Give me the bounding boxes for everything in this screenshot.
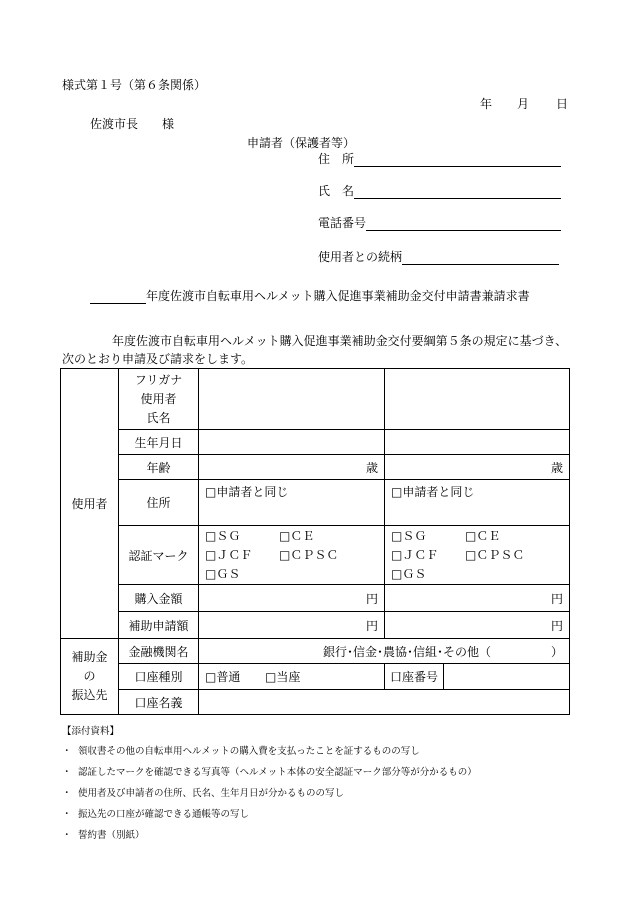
mark-sg-checkbox[interactable]: □ＳＧ <box>391 528 427 543</box>
age-label: 年齢 <box>119 455 199 480</box>
user1-subsidy-amount-field[interactable] <box>199 612 385 639</box>
address-label: 住所 <box>119 480 199 526</box>
birthdate-label: 生年月日 <box>119 430 199 455</box>
applicant-relation-field[interactable] <box>402 250 559 265</box>
applicant-phone-label: 電話番号 <box>318 216 367 230</box>
table-row <box>61 369 570 430</box>
account-number-field[interactable] <box>444 664 569 689</box>
mark-ce-checkbox[interactable]: □ＣＥ <box>279 528 315 543</box>
mark-jcf-checkbox[interactable]: □ＪＣＦ <box>391 547 439 562</box>
form-title <box>90 287 530 304</box>
list-item <box>62 743 420 757</box>
cert-mark-label: 認証マーク <box>119 526 199 585</box>
ordinary-checkbox[interactable]: □普通 <box>205 670 241 684</box>
applicant-name-label: 氏 名 <box>318 184 355 198</box>
user2-birthdate-field[interactable] <box>385 430 570 455</box>
list-item <box>62 806 249 820</box>
furigana-user-name-label <box>119 369 199 430</box>
applicant-relation-row[interactable] <box>318 248 559 265</box>
account-holder-label: 口座名義 <box>119 690 199 715</box>
table-row <box>61 585 570 612</box>
yen-unit: 円 <box>550 591 563 606</box>
subsidy-amount-label: 補助申請額 <box>119 612 199 639</box>
bullet: ・ <box>62 809 72 820</box>
table-row <box>61 455 570 480</box>
user1-address-field[interactable] <box>199 480 385 526</box>
account-number-label: 口座番号 <box>385 664 444 689</box>
mark-jcf-checkbox[interactable]: □ＪＣＦ <box>205 547 253 562</box>
bullet: ・ <box>62 830 72 841</box>
attachment-text: 認証したマークを確認できる写真等（ヘルメット本体の安全認証マーク部分等が分かるもの） <box>78 767 477 778</box>
bank-types: 銀行･信金･農協･信組･その他（ ） <box>322 644 563 659</box>
user-label: 使用者 <box>140 391 177 406</box>
bullet: ・ <box>62 746 72 757</box>
user1-name-field[interactable] <box>199 369 385 430</box>
applicant-address-field[interactable] <box>354 152 561 167</box>
user2-subsidy-amount-field[interactable] <box>385 612 570 639</box>
attachments-heading: 【添付資料】 <box>62 726 120 737</box>
purchase-amount-label: 購入金額 <box>119 585 199 612</box>
bank-name-field[interactable] <box>199 639 570 664</box>
furigana-label: フリガナ <box>134 372 183 387</box>
mark-gs-checkbox[interactable]: □ＧＳ <box>205 566 241 581</box>
user2-name-field[interactable] <box>385 369 570 430</box>
list-item <box>62 764 477 778</box>
title-text: 年度佐渡市自転車用ヘルメット購入促進事業補助金交付申請書兼請求書 <box>146 289 530 303</box>
applicant-address-row[interactable] <box>318 150 561 167</box>
application-table <box>60 368 570 715</box>
table-row <box>61 480 570 526</box>
list-item <box>62 827 145 841</box>
transfer-label-line2: 振込先 <box>71 688 108 702</box>
table-row <box>61 664 570 690</box>
user-section-label: 使用者 <box>61 369 119 639</box>
form-number: 様式第１号（第６条関係） <box>62 78 207 92</box>
mark-sg-checkbox[interactable]: □ＳＧ <box>205 528 241 543</box>
applicant-heading: 申請者（保護者等） <box>247 136 356 150</box>
user1-same-as-applicant-checkbox[interactable]: □申請者と同じ <box>205 485 289 499</box>
user2-purchase-amount-field[interactable] <box>385 585 570 612</box>
age-unit: 歳 <box>365 460 378 475</box>
date-month: 月 <box>517 97 530 111</box>
user1-purchase-amount-field[interactable] <box>199 585 385 612</box>
account-number-cell <box>385 664 570 690</box>
account-type-field <box>199 664 385 690</box>
yen-unit: 円 <box>550 618 563 633</box>
addressee: 佐渡市長 様 <box>90 117 175 131</box>
mark-gs-checkbox[interactable]: □ＧＳ <box>391 566 427 581</box>
date-year: 年 <box>480 97 493 111</box>
mark-cpsc-checkbox[interactable]: □ＣＰＳＣ <box>465 547 525 562</box>
title-year-field[interactable] <box>90 289 146 304</box>
bank-name-label: 金融機関名 <box>119 639 199 664</box>
user2-address-field[interactable] <box>385 480 570 526</box>
attachment-text: 振込先の口座が確認できる通帳等の写し <box>78 809 250 820</box>
account-holder-field[interactable] <box>199 690 570 715</box>
user1-cert-marks <box>199 526 385 585</box>
date-day: 日 <box>556 97 569 111</box>
table-row <box>61 639 570 664</box>
age-unit: 歳 <box>550 460 563 475</box>
yen-unit: 円 <box>365 618 378 633</box>
list-item <box>62 785 344 799</box>
user1-birthdate-field[interactable] <box>199 430 385 455</box>
applicant-phone-row[interactable] <box>318 214 561 231</box>
intro-line-1: 年度佐渡市自転車用ヘルメット購入促進事業補助金交付要綱第５条の規定に基づき、 <box>112 334 568 348</box>
applicant-address-label: 住 所 <box>318 152 355 166</box>
table-row <box>61 690 570 715</box>
mark-ce-checkbox[interactable]: □ＣＥ <box>465 528 501 543</box>
bullet: ・ <box>62 788 72 799</box>
account-type-label: 口座種別 <box>119 664 199 690</box>
applicant-phone-field[interactable] <box>366 216 561 231</box>
user2-same-as-applicant-checkbox[interactable]: □申請者と同じ <box>391 485 475 499</box>
transfer-label-line1: 補助金の <box>71 650 108 683</box>
attachment-text: 領収書その他の自転車用ヘルメットの購入費を支払ったことを証するものの写し <box>78 746 420 757</box>
bullet: ・ <box>62 767 72 778</box>
table-row <box>61 612 570 639</box>
name-label: 氏名 <box>146 410 171 425</box>
applicant-name-field[interactable] <box>354 184 561 199</box>
intro-line-2: 次のとおり申請及び請求をします。 <box>62 352 254 366</box>
yen-unit: 円 <box>365 591 378 606</box>
user2-age-field[interactable] <box>385 455 570 480</box>
applicant-name-row[interactable] <box>318 182 561 199</box>
attachment-text: 誓約書（別紙） <box>78 830 145 841</box>
applicant-relation-label: 使用者との続柄 <box>318 250 403 264</box>
user1-age-field[interactable] <box>199 455 385 480</box>
attachment-text: 使用者及び申請者の住所、氏名、生年月日が分かるものの写し <box>78 788 345 799</box>
current-checkbox[interactable]: □当座 <box>265 670 301 684</box>
transfer-section-label <box>61 639 119 715</box>
user2-cert-marks <box>385 526 570 585</box>
mark-cpsc-checkbox[interactable]: □ＣＰＳＣ <box>279 547 339 562</box>
table-row <box>61 526 570 585</box>
table-row <box>61 430 570 455</box>
